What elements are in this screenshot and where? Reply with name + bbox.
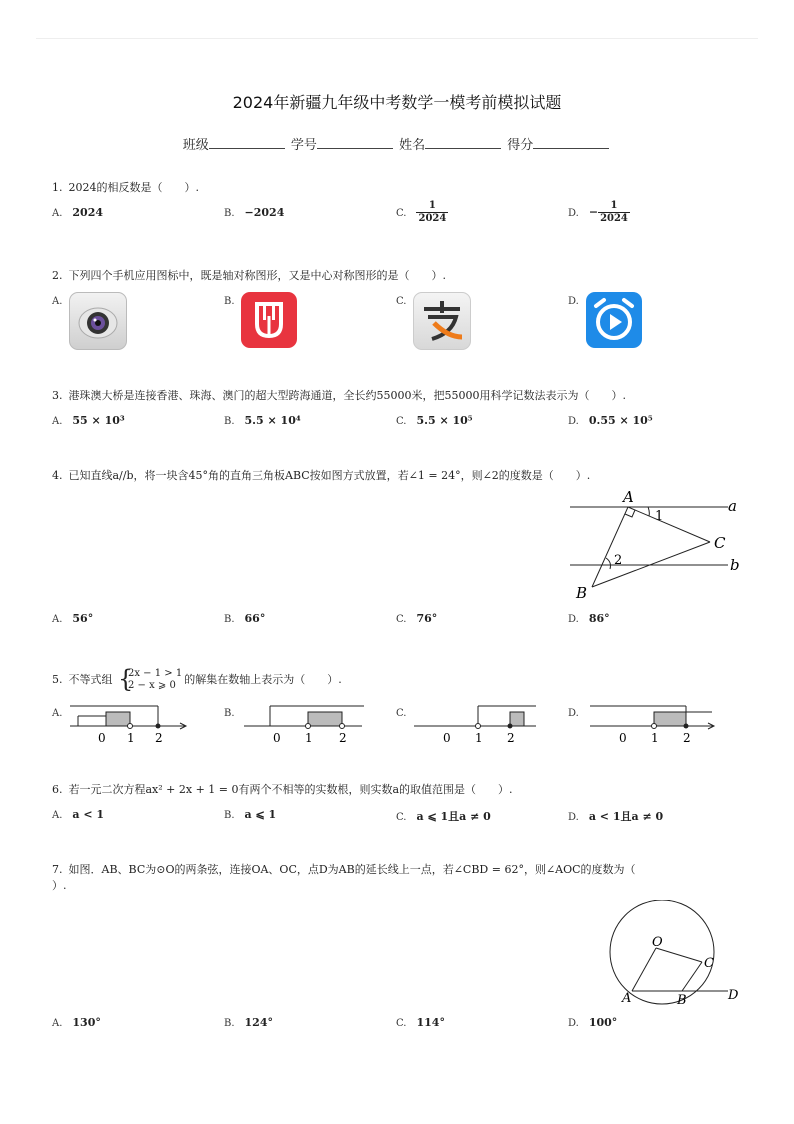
q6-option-c[interactable]: C. a ⩽ 1且a ≠ 0 bbox=[396, 810, 491, 823]
vertex-a-label: A bbox=[623, 488, 634, 506]
q7-option-c[interactable]: C. 114° bbox=[396, 1016, 445, 1029]
q5-number-line-d bbox=[588, 702, 718, 746]
line-a-label: a bbox=[728, 497, 737, 515]
svg-text:0: 0 bbox=[443, 731, 451, 745]
fraction: $\frac{1}{2024}$ bbox=[600, 200, 628, 224]
q6-option-a[interactable]: A. a < 1 bbox=[52, 808, 105, 821]
svg-text:1: 1 bbox=[651, 731, 659, 745]
fraction: $\frac{1}{2024}$ bbox=[418, 200, 447, 224]
question-1 bbox=[52, 180, 752, 196]
q2-option-c[interactable]: C. bbox=[396, 296, 407, 307]
class-blank[interactable] bbox=[209, 136, 285, 149]
svg-text:1: 1 bbox=[305, 731, 313, 745]
q6-option-d[interactable]: D. a < 1且a ≠ 0 bbox=[568, 810, 664, 823]
player-app-icon bbox=[586, 292, 642, 348]
page-title: 2024年新疆九年级中考数学一模考前模拟试题 bbox=[232, 93, 562, 112]
question-2: 2. 下列四个手机应用图标中，既是轴对称图形，又是中心对称图形的是（ ）. bbox=[52, 269, 446, 282]
q3-option-a[interactable]: A. 55 × 10³ bbox=[52, 414, 125, 427]
question-6: 6. 若一元二次方程ax² + 2x + 1 = 0有两个不相等的实数根，则实数a的取值范围是（ ）. bbox=[52, 783, 513, 796]
q4-option-b[interactable]: B. 66° bbox=[224, 612, 266, 625]
question-3: 3. 港珠澳大桥是连接香港、珠海、澳门的超大型跨海通道，全长约55000米，把55000用科学记数法表示为（ ）. bbox=[52, 389, 626, 402]
svg-text:2: 2 bbox=[507, 731, 515, 745]
point-a-label: A bbox=[622, 991, 632, 1006]
center-o-label: O bbox=[652, 935, 663, 950]
q5-option-a[interactable]: A. bbox=[52, 708, 63, 719]
angle-1-label: 1 bbox=[655, 509, 664, 524]
q1-option-b[interactable]: B. −2024 bbox=[224, 206, 285, 219]
q4-option-a[interactable]: A. 56° bbox=[52, 612, 94, 625]
q5-option-d[interactable]: D. bbox=[568, 708, 579, 719]
svg-text:0: 0 bbox=[273, 731, 281, 745]
q1-option-a[interactable]: A. 2024 bbox=[52, 206, 104, 219]
q1-option-d[interactable]: D. − $\frac{1}{2024}$ bbox=[568, 200, 628, 224]
alipay-app-icon bbox=[413, 292, 471, 350]
angle-2-label: 2 bbox=[614, 553, 623, 568]
vertex-c-label: C bbox=[714, 534, 726, 552]
q4-triangle-figure bbox=[560, 486, 760, 606]
point-b-label: B bbox=[677, 993, 687, 1008]
q7-option-b[interactable]: B. 124° bbox=[224, 1016, 273, 1029]
q5-number-line-c bbox=[412, 702, 538, 746]
svg-text:2: 2 bbox=[683, 731, 691, 745]
question-5: 5. 不等式组 { 2x − 1 > 1 2 − x ⩾ 0 的解集在数轴上表示为（ ）. bbox=[52, 668, 752, 692]
student-info-line bbox=[0, 134, 794, 153]
id-label: 学号 bbox=[290, 138, 317, 153]
svg-text:2: 2 bbox=[339, 731, 347, 745]
point-c-label: C bbox=[704, 956, 714, 971]
q5-option-c[interactable]: C. bbox=[396, 708, 407, 719]
q5-number-line-b bbox=[242, 702, 366, 746]
q4-option-c[interactable]: C. 76° bbox=[396, 612, 438, 625]
vertex-b-label: B bbox=[576, 584, 588, 602]
q3-option-b[interactable]: B. 5.5 × 10⁴ bbox=[224, 414, 301, 427]
point-d-label: D bbox=[728, 988, 739, 1003]
q2-option-a[interactable]: A. bbox=[52, 296, 63, 307]
svg-text:2: 2 bbox=[155, 731, 163, 745]
name-label: 姓名 bbox=[399, 138, 426, 153]
q3-option-c[interactable]: C. 5.5 × 10⁵ bbox=[396, 414, 473, 427]
name-blank[interactable] bbox=[425, 136, 501, 149]
q7-option-a[interactable]: A. 130° bbox=[52, 1016, 101, 1029]
q6-option-b[interactable]: B. a ⩽ 1 bbox=[224, 808, 277, 821]
id-blank[interactable] bbox=[317, 136, 393, 149]
q7-option-d[interactable]: D. 100° bbox=[568, 1016, 618, 1029]
question-4: 4. 已知直线a//b，将一块含45°角的直角三角板ABC按如图方式放置，若∠1 = 24°，则∠2的度数是（ ）. bbox=[52, 469, 591, 482]
svg-text:0: 0 bbox=[98, 731, 106, 745]
svg-text:1: 1 bbox=[127, 731, 135, 745]
top-divider bbox=[36, 38, 758, 39]
q1-option-c[interactable]: C. $\frac{1}{2024}$ bbox=[396, 200, 447, 224]
svg-text:0: 0 bbox=[619, 731, 627, 745]
q2-option-b[interactable]: B. bbox=[224, 296, 235, 307]
q3-option-d[interactable]: D. 0.55 × 10⁵ bbox=[568, 414, 653, 427]
score-label: 得分 bbox=[507, 138, 534, 153]
class-label: 班级 bbox=[182, 138, 209, 153]
question-7: 7. 如图．AB、BC为⊙O的两条弦，连接OA、OC，点D为AB的延长线上一点，若∠CBD = 62°，则∠AOC的度数为（ ）. bbox=[52, 863, 636, 892]
q2-option-d[interactable]: D. bbox=[568, 296, 579, 307]
fork-app-icon bbox=[241, 292, 297, 348]
q5-option-b[interactable]: B. bbox=[224, 708, 235, 719]
score-blank[interactable] bbox=[533, 136, 609, 149]
question-number: 1. bbox=[52, 181, 63, 194]
q4-option-d[interactable]: D. 86° bbox=[568, 612, 610, 625]
question-text: 2024的相反数是（ ）. bbox=[68, 181, 199, 194]
line-b-label: b bbox=[730, 556, 740, 574]
svg-text:1: 1 bbox=[475, 731, 483, 745]
camera-app-icon bbox=[69, 292, 127, 350]
q5-number-line-a bbox=[68, 702, 192, 746]
q7-circle-figure bbox=[600, 900, 750, 1010]
inequality-system: { 2x − 1 > 1 2 − x ⩾ 0 bbox=[122, 668, 182, 692]
